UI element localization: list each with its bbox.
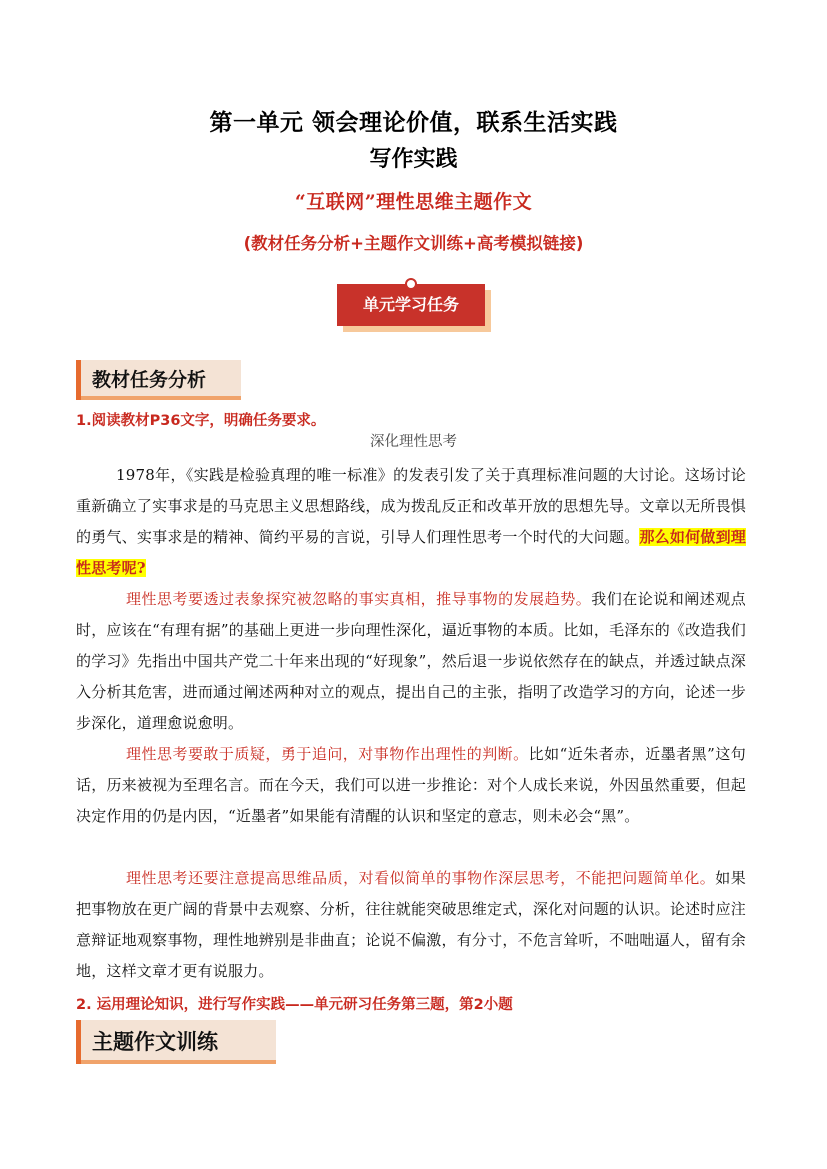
paragraph-3-key-point: 理性思考要敢于质疑，勇于追问，对事物作出理性的判断。 <box>126 745 529 763</box>
paragraph-3-text: 比如“近朱者赤，近墨者黑”这句话，历来被视为至理名言。而在今天，我们可以进一步推论：对个人成长来说，外因虽然重要，但起决定作用的仍是内因，“近墨者”如果能有清醒的认识和坚定的意志，则未必会“黑”。 <box>76 745 747 825</box>
task-1-heading: 1.阅读教材P36文字，明确任务要求。 <box>76 413 326 429</box>
paragraph-1 <box>76 460 746 584</box>
paragraph-4-key-point: 理性思考还要注意提高思维品质，对看似简单的事物作深层思考，不能把问题简单化。 <box>126 869 716 887</box>
section-tag-textbook-analysis <box>76 360 246 400</box>
paragraph-4-text: 如果把事物放在更广阔的背景中去观察、分析，往往就能突破思维定式，深化对问题的认识。论述时应注意辩证地观察事物，理性地辨别是非曲直；论说不偏激，有分寸，不危言耸听，不咄咄逼人，留有余地，这样文章才更有说服力。 <box>76 869 746 980</box>
paragraph-2-text: 我们在论说和阐述观点时，应该在“有理有据”的基础上更进一步向理性深化，逼近事物的本质。比如，毛泽东的《改造我们的学习》先指出中国共产党二十年来出现的“好现象”，然后退一步说依然存在的缺点，并透过缺点深入分析其危害，进而通过阐述两种对立的观点，提出自己的主张，指明了改造学习的方向，论述一步步深化，道理愈说愈明。 <box>76 590 746 732</box>
content-outline: (教材任务分析+主题作文训练+高考模拟链接) <box>243 234 584 253</box>
paragraph-1-text: 1978年，《实践是检验真理的唯一标准》的发表引发了关于真理标准问题的大讨论。这场讨论重新确立了实事求是的马克思主义思想路线，成为拨乱反正和改革开放的思想先导。文章以无所畏惧的勇气、实事求是的精神、简约平易的言说，引导人们理性思考一个时代的大问题。 <box>76 466 746 546</box>
paragraph-3 <box>76 739 746 832</box>
article-title: 深化理性思考 <box>370 434 457 450</box>
section-tag-label: 教材任务分析 <box>92 369 207 391</box>
paragraph-2-key-point: 理性思考要透过表象探究被忽略的事实真相，推导事物的发展趋势。 <box>126 590 592 608</box>
paragraph-4 <box>76 863 746 987</box>
theme-title: “互联网”理性思维主题作文 <box>294 191 533 213</box>
task-2-heading: 2. 运用理论知识，进行写作实践——单元研习任务第三题，第2小题 <box>76 997 513 1013</box>
page-title: 第一单元 领会理论价值，联系生活实践 <box>209 110 618 136</box>
paragraph-2 <box>76 584 746 739</box>
unit-task-badge <box>337 284 485 326</box>
highlighted-question: 那么如何做到理性思考呢? <box>76 528 747 577</box>
section-tag-theme-writing <box>76 1020 276 1060</box>
page-subtitle: 写作实践 <box>369 147 458 172</box>
section-tag-label: 主题作文训练 <box>92 1030 218 1054</box>
unit-task-label: 单元学习任务 <box>362 295 459 314</box>
